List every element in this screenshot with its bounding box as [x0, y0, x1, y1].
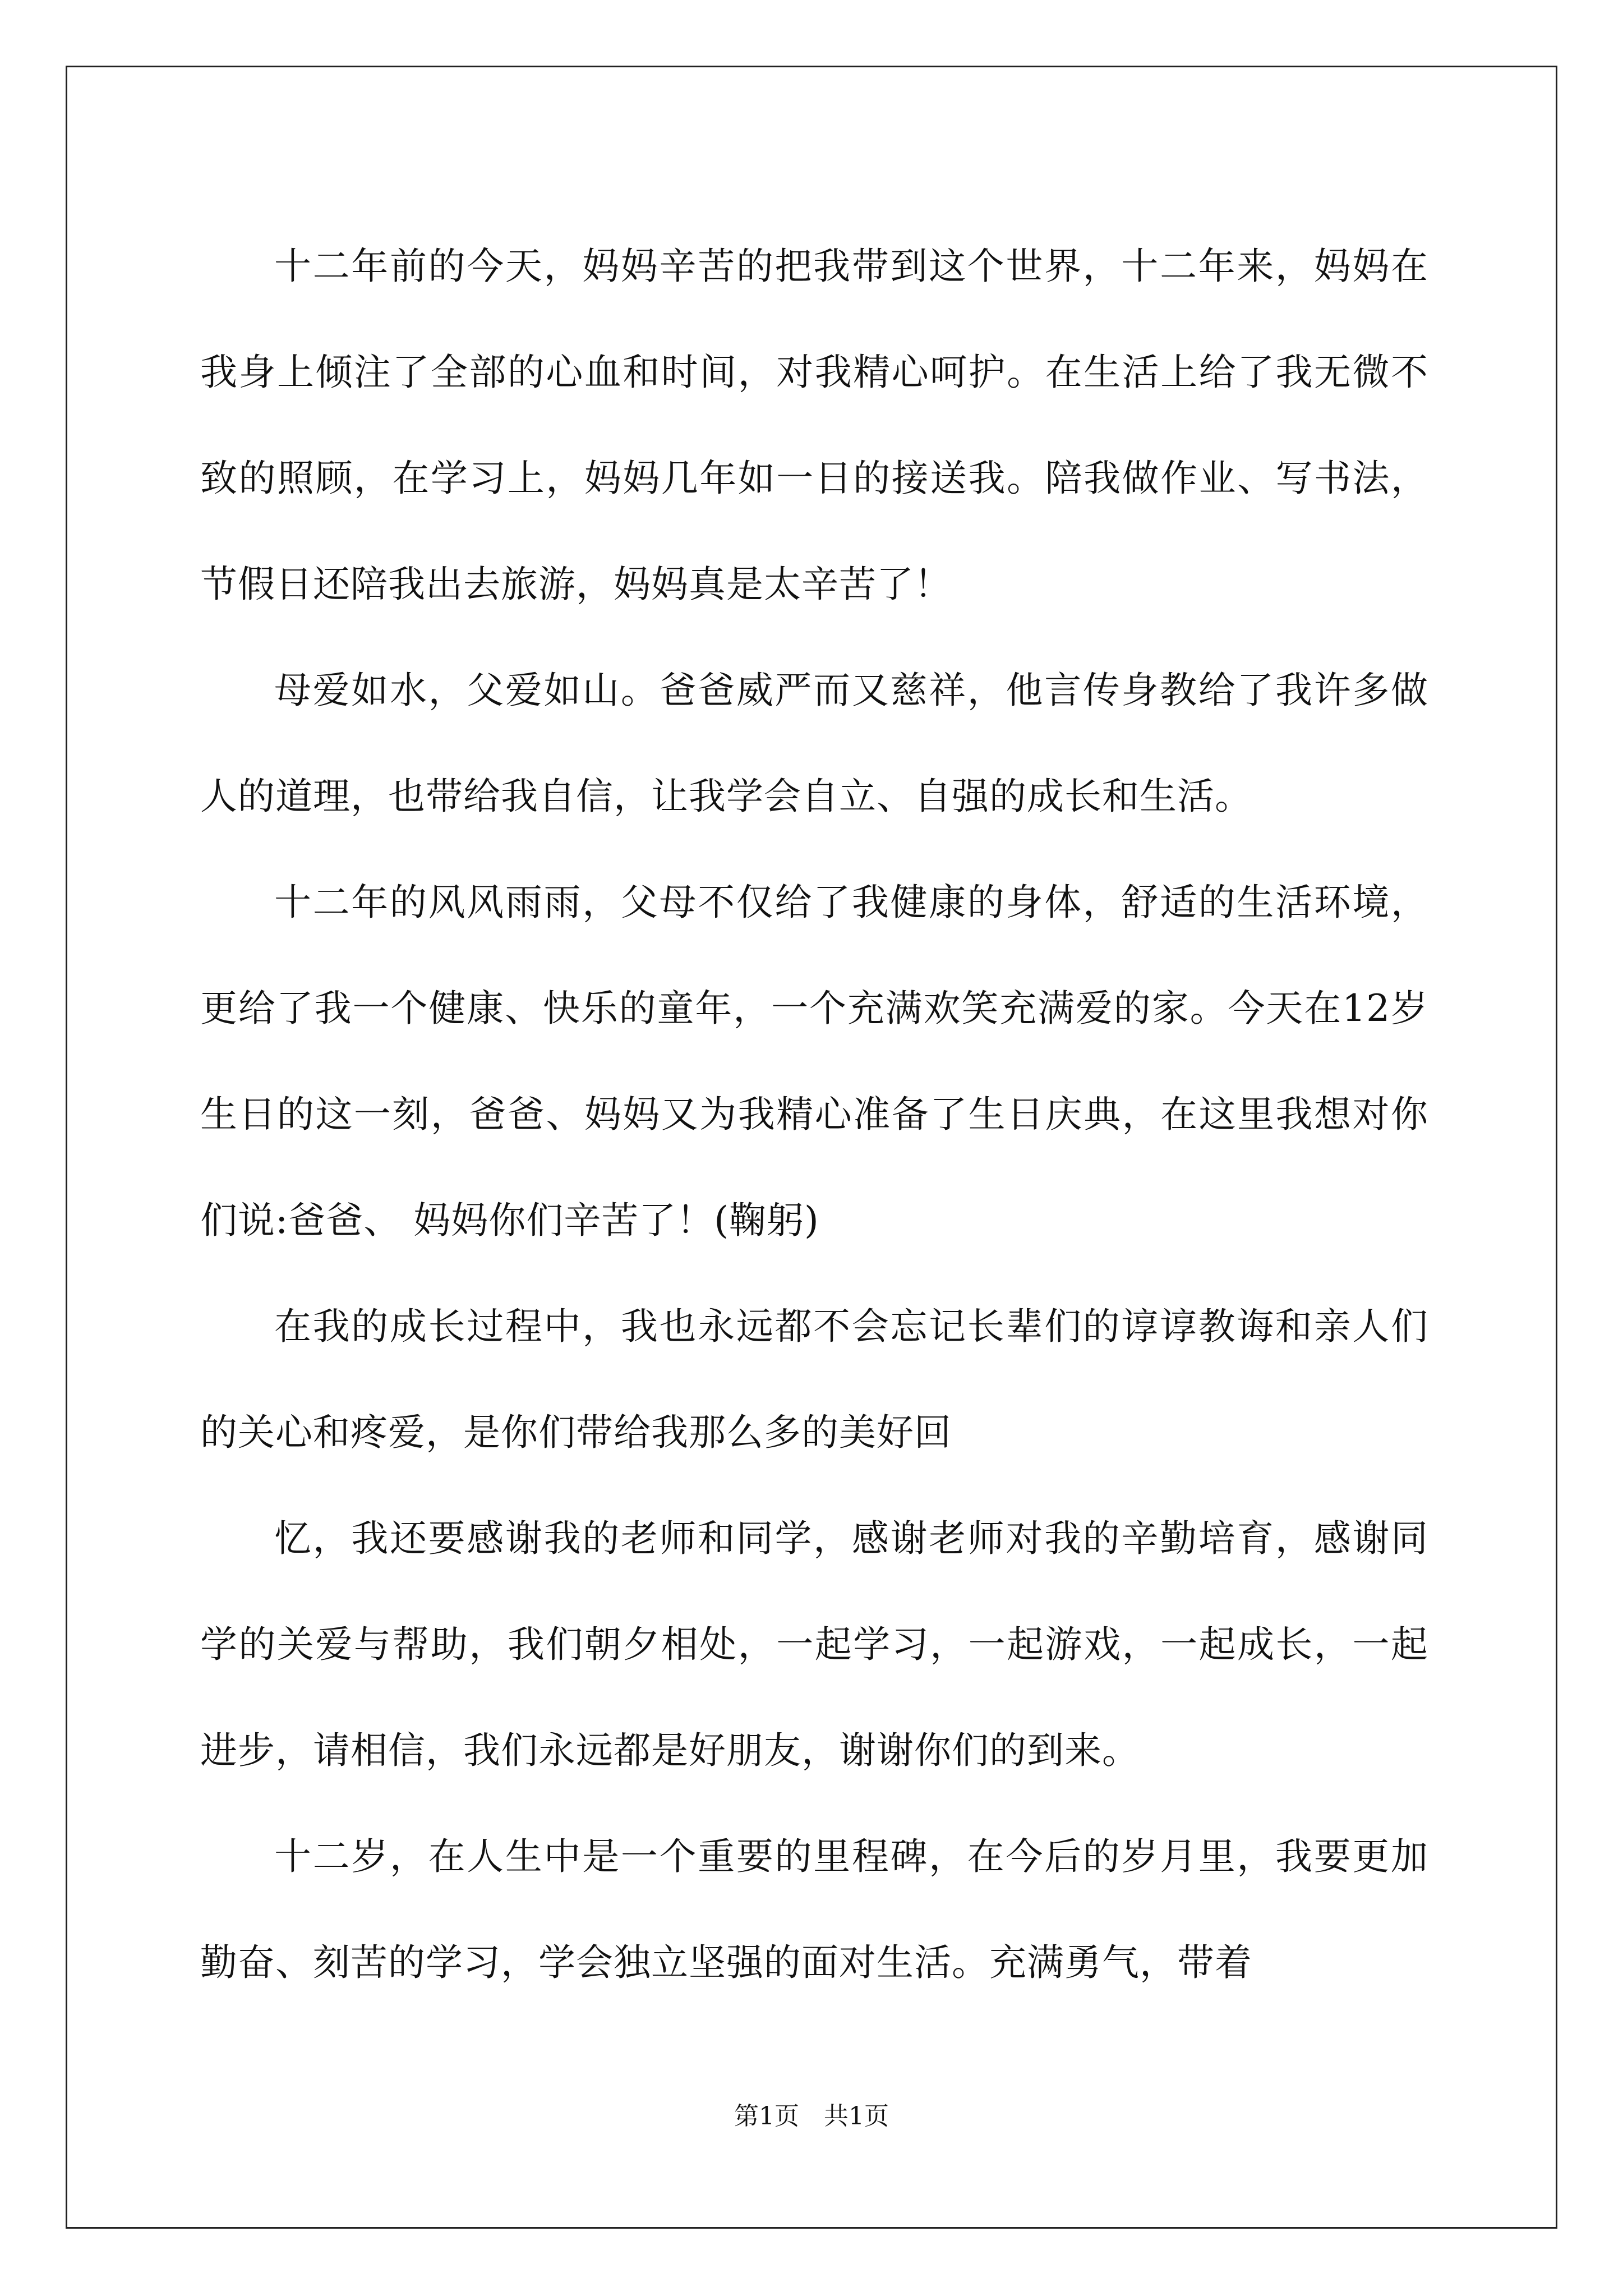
paragraph: 母爱如水，父爱如山。爸爸威严而又慈祥，他言传身教给了我许多做人的道理，也带给我自信，让我学会自立、自强的成长和生活。 — [200, 669, 1428, 818]
paragraph: 十二岁，在人生中是一个重要的里程碑，在今后的岁月里，我要更加勤奋、刻苦的学习，学会独立坚强的面对生活。充满勇气，带着 — [200, 1835, 1428, 1984]
paragraph: 十二年的风风雨雨，父母不仅给了我健康的身体，舒适的生活环境，更给了我一个健康、快乐的童年，一个充满欢笑充满爱的家。今天在12岁生日的这一刻，爸爸、妈妈又为我精心准备了生日庆典，在这里我想对你们说:爸爸、 妈妈你们辛苦了！(鞠躬) — [200, 881, 1428, 1242]
document-body — [200, 213, 1428, 2016]
page-number-footer: 第1页 共1页 — [734, 2102, 889, 2131]
paragraph: 十二年前的今天，妈妈辛苦的把我带到这个世界，十二年来，妈妈在我身上倾注了全部的心血和时间，对我精心呵护。在生活上给了我无微不致的照顾，在学习上，妈妈几年如一日的接送我。陪我做作业、写书法，节假日还陪我出去旅游，妈妈真是太辛苦了！ — [200, 245, 1428, 606]
paragraph: 在我的成长过程中，我也永远都不会忘记长辈们的谆谆教诲和亲人们的关心和疼爱，是你们带给我那么多的美好回 — [200, 1305, 1428, 1454]
paragraph: 忆，我还要感谢我的老师和同学，感谢老师对我的辛勤培育，感谢同学的关爱与帮助，我们朝夕相处，一起学习，一起游戏，一起成长，一起进步，请相信，我们永远都是好朋友，谢谢你们的到来。 — [200, 1517, 1428, 1772]
